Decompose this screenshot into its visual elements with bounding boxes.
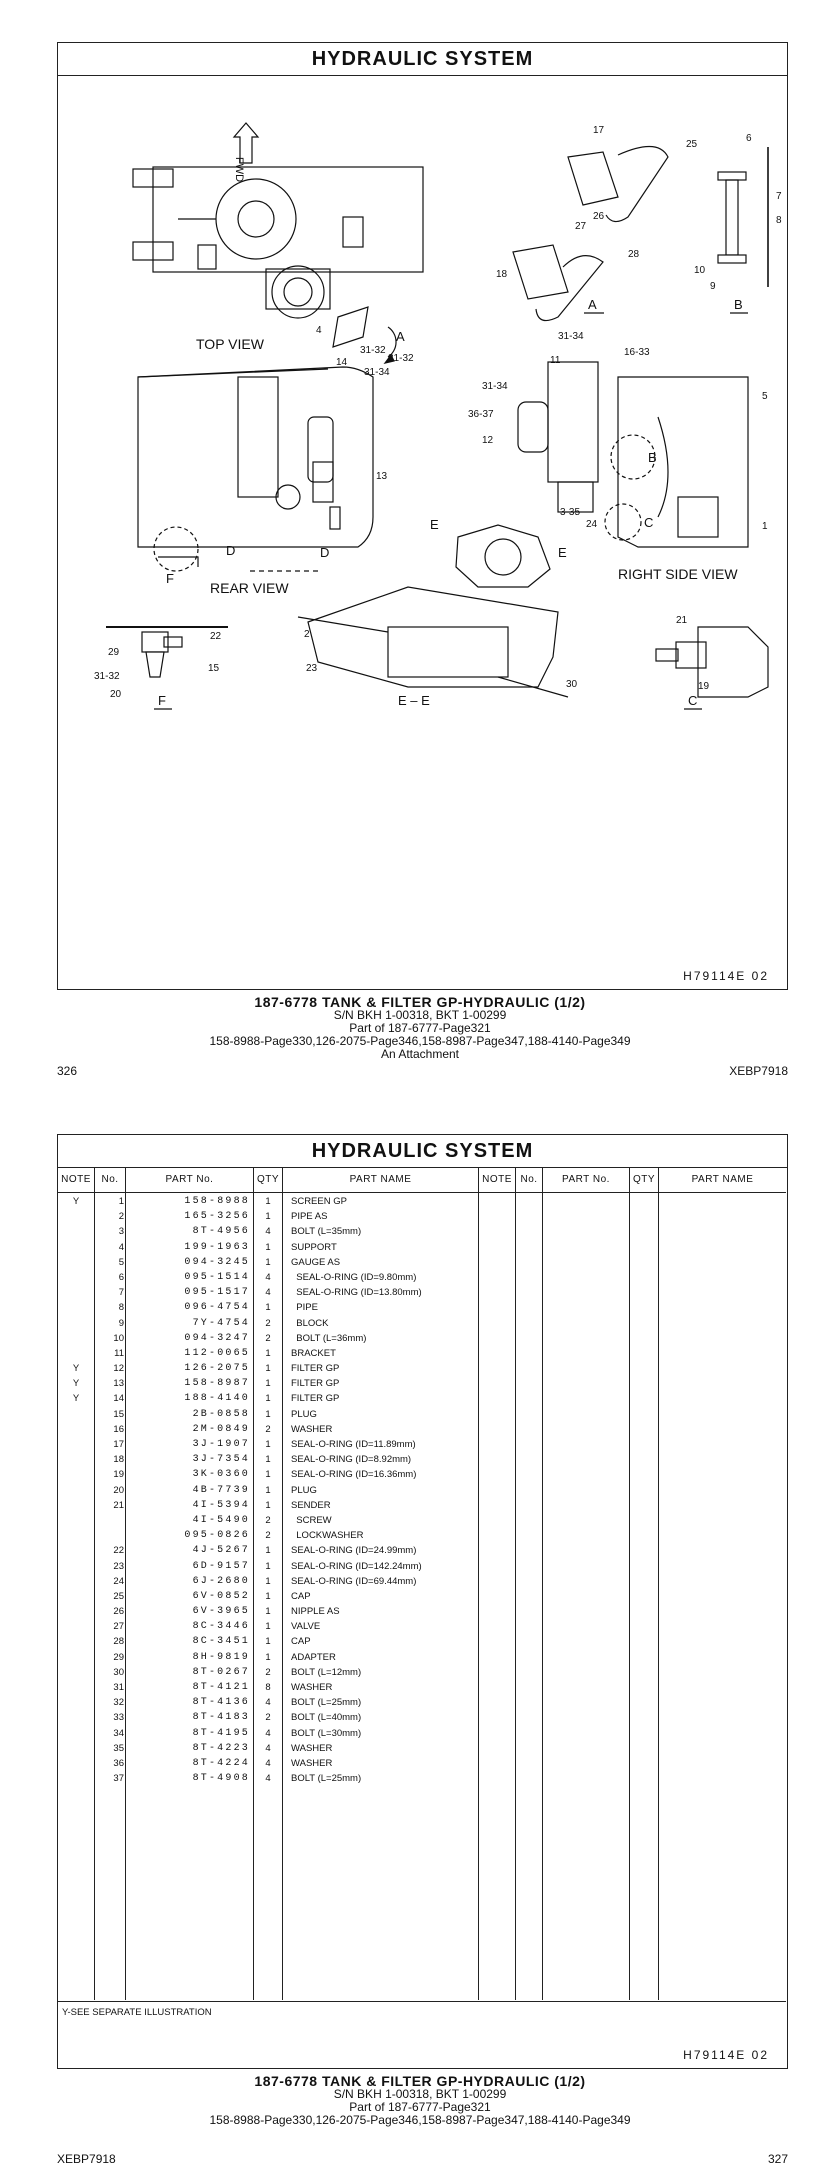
part-name: NIPPLE AS [291, 1606, 340, 1618]
callout: 31-32 [360, 345, 386, 356]
part-ref-number: 6 [118, 1271, 124, 1283]
callout: 19 [698, 681, 710, 692]
part-name: SEAL-O-RING (ID=11.89mm) [291, 1439, 416, 1450]
part-ref-number: 4 [118, 1241, 124, 1253]
part-name: SUPPORT [291, 1241, 337, 1253]
part-quantity: 1 [265, 1211, 271, 1223]
table-row [58, 1300, 786, 1315]
part-name: BOLT (L=30mm) [291, 1727, 362, 1739]
table-row [58, 1224, 786, 1239]
right-side-view-drawing [518, 362, 748, 547]
part-name: SEAL-O-RING (ID=142.24mm) [291, 1560, 422, 1572]
callout: 31-32 [94, 671, 120, 682]
callout: 6 [746, 133, 752, 144]
callout: 18 [496, 269, 508, 280]
part-name: LOCKWASHER [291, 1530, 364, 1542]
callout: 12 [482, 435, 494, 446]
table-row [58, 1559, 786, 1574]
part-ref-number: 25 [113, 1590, 124, 1602]
part-quantity: 1 [265, 1378, 271, 1390]
part-number: 6V-0852 [192, 1590, 250, 1602]
table-row [58, 1589, 786, 1604]
part-quantity: 1 [265, 1621, 271, 1633]
part-name: FILTER GP [291, 1393, 340, 1405]
illustration-id: H79114E 02 [683, 2048, 769, 2062]
part-ref-number: 24 [113, 1575, 124, 1587]
callout: 31-34 [364, 367, 390, 378]
group-title: 187-6778 TANK & FILTER GP-HYDRAULIC (1/2) [254, 994, 586, 1010]
part-number: 3K-0360 [192, 1469, 250, 1481]
table-row [58, 1726, 786, 1741]
part-ref-number: 15 [113, 1408, 124, 1420]
part-ref-number: 7 [118, 1287, 124, 1299]
callout: 16-33 [624, 347, 650, 358]
callout: 10 [694, 265, 706, 276]
part-name: WASHER [291, 1757, 333, 1769]
part-name: PLUG [291, 1484, 317, 1496]
part-ref-number: 9 [118, 1317, 124, 1329]
parts-rows [58, 1194, 786, 1786]
part-ref-number: 2 [118, 1211, 124, 1223]
part-number: 4I-5394 [192, 1499, 250, 1511]
part-number: 126-2075 [184, 1363, 250, 1375]
parts-list-frame [57, 1134, 788, 2069]
header-part-name: PART NAME [349, 1174, 412, 1185]
callout: 5 [762, 391, 768, 402]
part-number: 4I-5490 [192, 1514, 250, 1526]
part-name: CAP [291, 1636, 311, 1648]
part-number: 6D-9157 [192, 1560, 250, 1572]
part-quantity: 1 [265, 1560, 271, 1572]
callout: 36-37 [468, 409, 494, 420]
callout: 14 [336, 357, 348, 368]
detail-c-drawing [656, 627, 768, 697]
callout: 9 [710, 281, 716, 292]
part-number: 112-0065 [184, 1347, 250, 1359]
part-quantity: 1 [265, 1347, 271, 1359]
part-name: SEAL-O-RING (ID=69.44mm) [291, 1575, 417, 1587]
header-no: No. [101, 1174, 119, 1185]
table-row [58, 1741, 786, 1756]
page-references: 158-8988-Page330,126-2075-Page346,158-8987-Page347,188-4140-Page349 [209, 1034, 631, 1048]
part-name: BRACKET [291, 1347, 336, 1359]
part-ref-number: 27 [113, 1621, 124, 1633]
section-e-marker: E [430, 517, 439, 532]
part-quantity: 2 [265, 1423, 271, 1435]
detail-b-marker: B [648, 450, 657, 465]
section-dd-drawing [456, 525, 550, 587]
header-note: NOTE [61, 1174, 91, 1185]
rear-view-drawing [138, 367, 373, 567]
illustration-frame [57, 42, 788, 990]
page-327 [0, 1085, 840, 2178]
part-ref-number: 17 [113, 1439, 124, 1450]
header-no-right: No. [520, 1174, 538, 1185]
part-name: VALVE [291, 1621, 321, 1633]
part-quantity: 1 [265, 1590, 271, 1602]
table-row [58, 1513, 786, 1528]
part-name: FILTER GP [291, 1363, 340, 1375]
section-ee-label: E – E [398, 693, 430, 708]
part-quantity: 1 [265, 1363, 271, 1375]
callout: 8 [776, 215, 782, 226]
callout: 1 [762, 521, 768, 532]
part-quantity: 4 [265, 1773, 271, 1785]
part-name: CAP [291, 1590, 311, 1602]
table-row [58, 1483, 786, 1498]
part-name: SEAL-O-RING (ID=9.80mm) [291, 1271, 417, 1283]
part-name: ADAPTER [291, 1651, 336, 1663]
section-d-marker: D [320, 545, 330, 560]
table-row [58, 1270, 786, 1285]
callout: 26 [593, 211, 605, 222]
part-number: 8T-4136 [192, 1697, 250, 1709]
part-ref-number: 32 [113, 1697, 124, 1709]
part-number: 094-3245 [184, 1256, 250, 1268]
part-number: 6V-3965 [192, 1606, 250, 1618]
callout: 28 [628, 249, 640, 260]
section-e-marker: E [558, 545, 567, 560]
header-qty-right: QTY [632, 1174, 656, 1185]
detail-c-label: C [688, 693, 698, 708]
table-row [58, 1634, 786, 1649]
part-quantity: 1 [265, 1469, 271, 1481]
part-name: BOLT (L=36mm) [291, 1332, 367, 1344]
part-ref-number: 5 [118, 1256, 124, 1268]
table-row [58, 1543, 786, 1558]
part-name: BOLT (L=12mm) [291, 1666, 362, 1678]
part-name: SEAL-O-RING (ID=16.36mm) [291, 1469, 417, 1481]
part-ref-number: 23 [113, 1560, 124, 1572]
table-row [58, 1452, 786, 1467]
table-row [58, 1574, 786, 1589]
part-ref-number: 19 [113, 1469, 124, 1481]
document-code: XEBP7918 [57, 2152, 116, 2166]
page-326 [0, 0, 840, 1085]
part-number: 158-8988 [184, 1196, 250, 1207]
part-name: BOLT (L=25mm) [291, 1773, 362, 1785]
part-number: 158-8987 [184, 1378, 250, 1390]
table-row [58, 1422, 786, 1437]
part-quantity: 1 [265, 1484, 271, 1496]
section-ee-drawing [298, 587, 568, 697]
part-quantity: 2 [265, 1317, 271, 1329]
part-number: 8C-3446 [192, 1621, 250, 1633]
part-number: 3J-1907 [192, 1439, 250, 1450]
part-number: 8T-4908 [192, 1773, 250, 1785]
page-footer [0, 2075, 840, 2127]
callout: 7 [776, 191, 782, 202]
serial-numbers: S/N BKH 1-00318, BKT 1-00299 [333, 2087, 507, 2101]
part-of-reference: Part of 187-6777-Page321 [349, 1021, 491, 1035]
part-quantity: 1 [265, 1651, 271, 1663]
table-row [58, 1240, 786, 1255]
table-row [58, 1467, 786, 1482]
part-number: 8C-3451 [192, 1636, 250, 1648]
part-number: 095-1514 [184, 1271, 250, 1283]
table-row [58, 1316, 786, 1331]
part-name: GAUGE AS [291, 1256, 341, 1268]
part-quantity: 1 [265, 1499, 271, 1511]
part-quantity: 1 [265, 1454, 271, 1466]
part-ref-number: 34 [113, 1727, 124, 1739]
table-row [58, 1285, 786, 1300]
page-footer [0, 996, 840, 1061]
part-name: BOLT (L=35mm) [291, 1226, 362, 1238]
table-row [58, 1498, 786, 1513]
table-row [58, 1376, 786, 1391]
part-quantity: 1 [265, 1575, 271, 1587]
page-references: 158-8988-Page330,126-2075-Page346,158-8987-Page347,188-4140-Page349 [209, 2113, 631, 2127]
part-quantity: 2 [265, 1712, 271, 1724]
callout: 3-35 [560, 507, 581, 518]
part-ref-number: 8 [118, 1302, 124, 1314]
part-ref-number: 26 [113, 1606, 124, 1618]
section-d-marker: D [226, 543, 236, 558]
callout: 31-34 [558, 331, 584, 342]
part-quantity: 2 [265, 1666, 271, 1678]
part-quantity: 4 [265, 1757, 271, 1769]
part-quantity: 8 [265, 1682, 271, 1693]
table-row [58, 1209, 786, 1224]
page-number: 326 [57, 1064, 78, 1078]
part-ref-number: 22 [113, 1545, 124, 1557]
part-number: 165-3256 [184, 1211, 250, 1223]
part-quantity: 4 [265, 1226, 271, 1238]
part-quantity: 2 [265, 1332, 271, 1344]
detail-a-drawing [513, 146, 668, 320]
callout: 23 [306, 663, 318, 674]
part-number: 6J-2680 [192, 1575, 250, 1587]
illustration-id: H79114E 02 [683, 969, 769, 983]
callout: 17 [593, 125, 605, 136]
detail-b-drawing [718, 147, 768, 287]
group-title: 187-6778 TANK & FILTER GP-HYDRAULIC (1/2) [254, 2073, 586, 2089]
detail-c-marker: C [644, 515, 654, 530]
callout: 29 [108, 647, 120, 658]
callout: 27 [575, 221, 587, 232]
part-ref-number: 13 [113, 1378, 124, 1390]
part-name: WASHER [291, 1423, 333, 1435]
part-number: 8H-9819 [192, 1651, 250, 1663]
table-header [58, 1168, 786, 1193]
part-quantity: 2 [265, 1514, 271, 1526]
table-row [58, 1361, 786, 1376]
part-name: SEAL-O-RING (ID=8.92mm) [291, 1454, 412, 1466]
part-ref-number: 18 [113, 1454, 124, 1466]
rear-view-label: REAR VIEW [210, 580, 289, 596]
part-ref-number: 12 [113, 1363, 124, 1375]
part-ref-number: 14 [113, 1393, 124, 1405]
callout: 25 [686, 139, 698, 150]
part-name: WASHER [291, 1742, 333, 1754]
table-row [58, 1619, 786, 1634]
part-quantity: 1 [265, 1408, 271, 1420]
part-ref-number: 28 [113, 1636, 124, 1648]
callout: 31-32 [388, 353, 414, 364]
part-number: 095-0826 [184, 1530, 250, 1542]
part-ref-number: 21 [113, 1499, 124, 1511]
detail-f-label: F [158, 693, 166, 708]
detail-b-label: B [734, 297, 743, 312]
part-ref-number: 35 [113, 1742, 124, 1754]
part-note: Y [72, 1378, 80, 1390]
callout: 11 [550, 355, 561, 366]
table-row [58, 1391, 786, 1406]
system-title: HYDRAULIC SYSTEM [58, 1135, 787, 1168]
part-quantity: 1 [265, 1545, 271, 1557]
detail-f-marker: F [166, 571, 174, 586]
part-quantity: 1 [265, 1606, 271, 1618]
callout: 20 [110, 689, 122, 700]
table-row [58, 1650, 786, 1665]
part-number: 8T-4956 [192, 1226, 250, 1238]
serial-numbers: S/N BKH 1-00318, BKT 1-00299 [333, 1008, 507, 1022]
table-row [58, 1710, 786, 1725]
table-row [58, 1407, 786, 1422]
part-number: 8T-4195 [192, 1727, 250, 1739]
part-number: 4B-7739 [192, 1484, 250, 1496]
header-note-right: NOTE [482, 1174, 512, 1185]
table-row [58, 1255, 786, 1270]
attachment-note: An Attachment [380, 1047, 460, 1061]
part-name: SEAL-O-RING (ID=24.99mm) [291, 1545, 417, 1557]
callout: 30 [566, 679, 578, 690]
table-row [58, 1604, 786, 1619]
part-number: 8T-0267 [192, 1666, 250, 1678]
top-view-drawing [133, 167, 423, 363]
part-quantity: 4 [265, 1697, 271, 1709]
legend-note: Y-SEE SEPARATE ILLUSTRATION [58, 2001, 786, 2018]
callout: 4 [316, 325, 322, 336]
table-row [58, 1437, 786, 1452]
part-ref-number: 16 [113, 1423, 124, 1435]
part-quantity: 4 [265, 1287, 271, 1299]
part-ref-number: 11 [114, 1347, 124, 1359]
part-ref-number: 36 [113, 1757, 124, 1769]
part-name: PIPE AS [291, 1211, 328, 1223]
part-number: 8T-4121 [192, 1682, 250, 1693]
part-ref-number: 30 [113, 1666, 124, 1678]
part-number: 8T-4183 [192, 1712, 250, 1724]
part-ref-number: 37 [113, 1773, 124, 1785]
part-number: 4J-5267 [192, 1545, 250, 1557]
detail-label-a-arrow: A [396, 329, 405, 344]
top-view-label: TOP VIEW [196, 336, 264, 352]
part-name: BOLT (L=25mm) [291, 1697, 362, 1709]
part-quantity: 1 [265, 1636, 271, 1648]
part-name: BLOCK [291, 1317, 329, 1329]
part-ref-number: 1 [118, 1196, 124, 1207]
table-row [58, 1346, 786, 1361]
part-ref-number: 31 [113, 1682, 124, 1693]
part-number: 8T-4224 [192, 1757, 250, 1769]
header-qty: QTY [256, 1174, 280, 1185]
part-quantity: 4 [265, 1742, 271, 1754]
part-ref-number: 29 [113, 1651, 124, 1663]
detail-a-label: A [588, 297, 597, 312]
part-note: Y [72, 1363, 80, 1375]
header-part-no: PART No. [165, 1174, 214, 1185]
table-row [58, 1528, 786, 1543]
part-ref-number: 10 [113, 1332, 124, 1344]
part-quantity: 1 [265, 1439, 271, 1450]
table-row [58, 1331, 786, 1346]
part-number: 094-3247 [184, 1332, 250, 1344]
header-part-name-right: PART NAME [691, 1174, 754, 1185]
part-name: SCREEN GP [291, 1196, 347, 1207]
part-of-reference: Part of 187-6777-Page321 [349, 2100, 491, 2114]
part-name: SEAL-O-RING (ID=13.80mm) [291, 1287, 422, 1299]
callout: 31-34 [482, 381, 508, 392]
table-row [58, 1756, 786, 1771]
table-row [58, 1665, 786, 1680]
part-number: 7Y-4754 [192, 1317, 250, 1329]
table-row [58, 1695, 786, 1710]
part-number: 095-1517 [184, 1287, 250, 1299]
right-side-view-label: RIGHT SIDE VIEW [618, 566, 738, 582]
part-quantity: 1 [265, 1393, 271, 1405]
part-name: PLUG [291, 1408, 317, 1420]
part-number: 199-1963 [184, 1241, 250, 1253]
table-row [58, 1194, 786, 1209]
table-row [58, 1680, 786, 1695]
part-name: WASHER [291, 1682, 333, 1693]
callout: 2 [304, 629, 310, 640]
callout: 21 [676, 615, 688, 626]
part-ref-number: 20 [113, 1484, 124, 1496]
part-number: 3J-7354 [192, 1454, 250, 1466]
callout: 24 [586, 519, 598, 530]
callout: 22 [210, 631, 222, 642]
callout: 13 [376, 471, 388, 482]
fwd-label: FWD [233, 157, 245, 183]
part-note: Y [72, 1196, 80, 1207]
callout: 15 [208, 663, 220, 674]
part-quantity: 4 [265, 1271, 271, 1283]
part-number: 096-4754 [184, 1302, 250, 1314]
header-part-no-right: PART No. [562, 1174, 610, 1185]
part-quantity: 4 [265, 1727, 271, 1739]
part-quantity: 1 [265, 1256, 271, 1268]
part-name: SENDER [291, 1499, 331, 1511]
part-name: FILTER GP [291, 1378, 340, 1390]
part-quantity: 1 [265, 1302, 271, 1314]
part-note: Y [72, 1393, 80, 1405]
system-title: HYDRAULIC SYSTEM [58, 43, 787, 76]
hydraulic-illustration [58, 77, 786, 987]
part-ref-number: 33 [113, 1712, 124, 1724]
page-number: 327 [767, 2152, 788, 2166]
part-number: 2M-0849 [192, 1423, 250, 1435]
part-number: 2B-0858 [192, 1408, 250, 1420]
part-quantity: 1 [265, 1196, 271, 1207]
part-quantity: 1 [265, 1241, 271, 1253]
part-name: BOLT (L=40mm) [291, 1712, 362, 1724]
part-ref-number: 3 [118, 1226, 124, 1238]
part-quantity: 2 [265, 1530, 271, 1542]
part-number: 8T-4223 [192, 1742, 250, 1754]
part-name: SCREW [291, 1514, 332, 1526]
part-name: PIPE [291, 1302, 318, 1314]
part-number: 188-4140 [184, 1393, 250, 1405]
document-code: XEBP7918 [729, 1064, 788, 1078]
table-row [58, 1771, 786, 1786]
